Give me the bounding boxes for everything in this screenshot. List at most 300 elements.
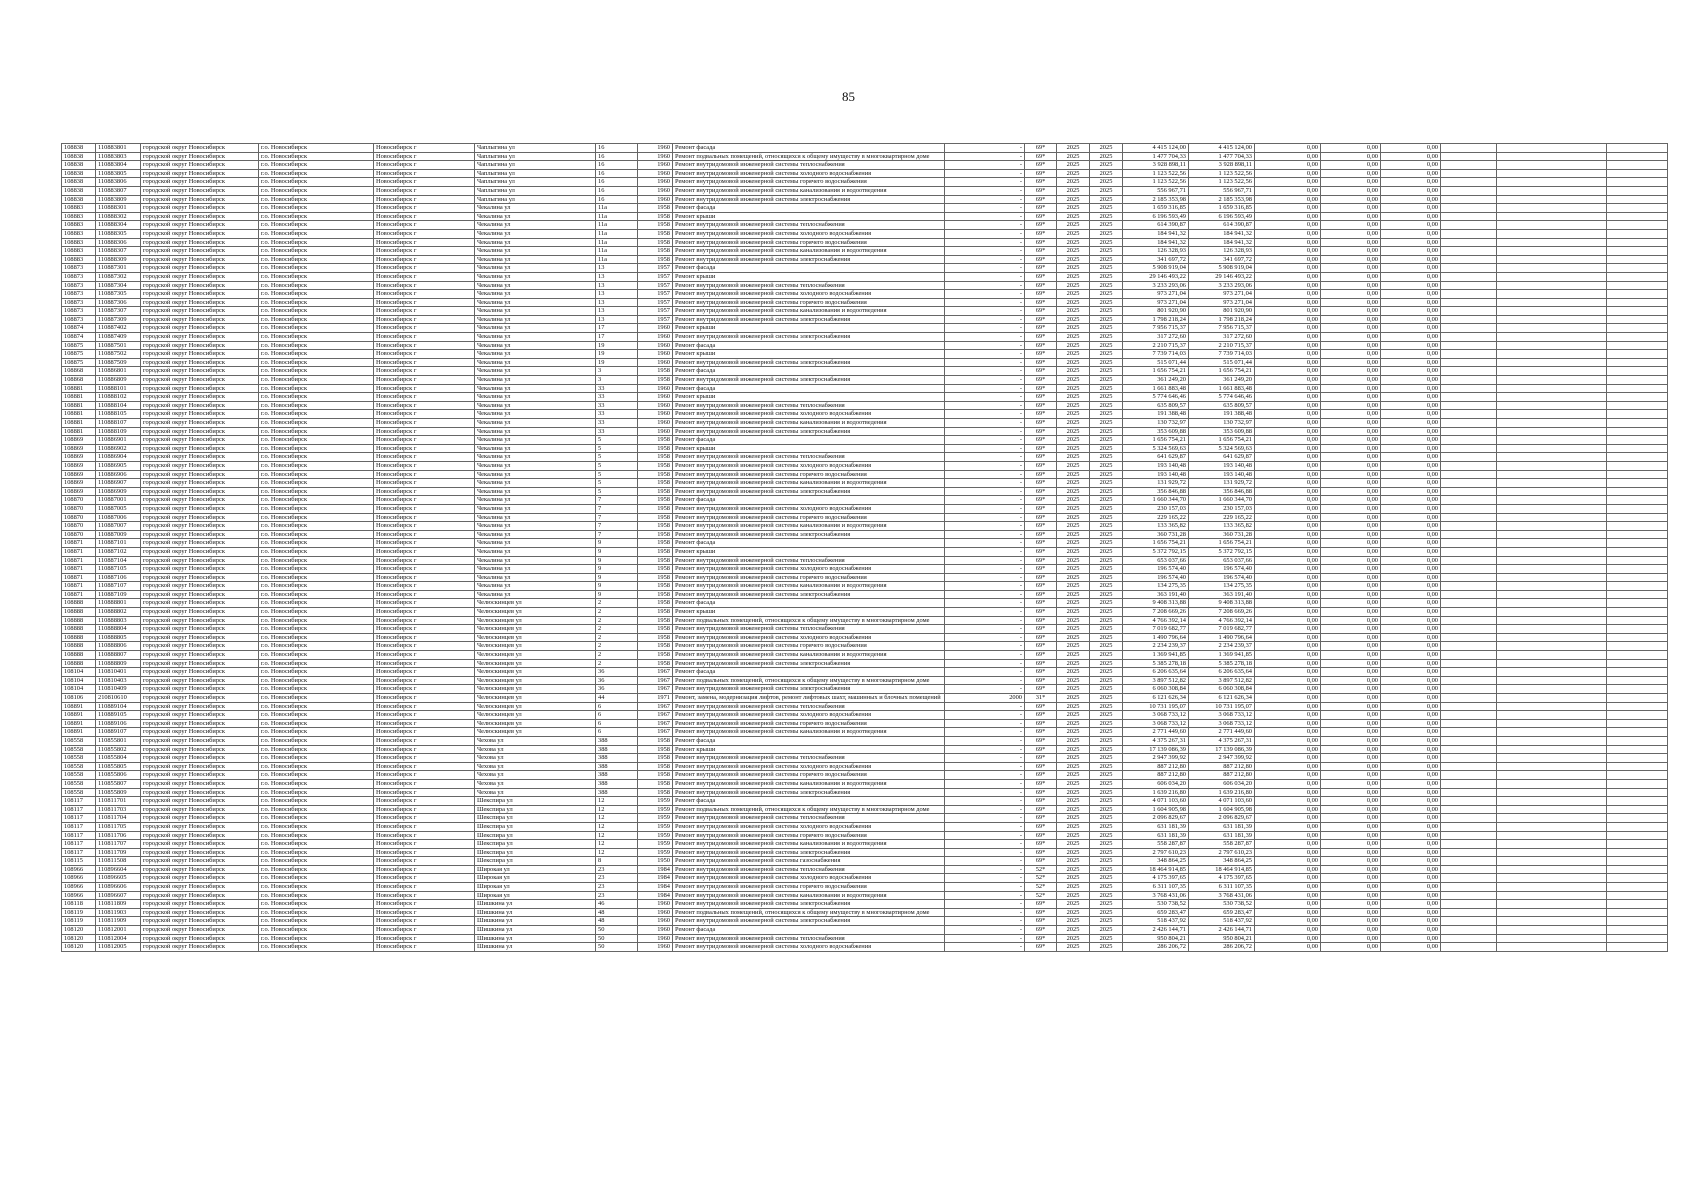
cell-empty <box>1441 195 1497 204</box>
cell-plan-year-start: 2025 <box>1057 651 1090 660</box>
cell-build-year: 1960 <box>638 341 673 350</box>
cell-budget-local: 0,00 <box>1381 436 1441 445</box>
cell-fund-cost: 6 060 308,84 <box>1189 685 1255 694</box>
cell-build-year: 1958 <box>638 221 673 230</box>
cell-work-type: Ремонт внутридомовой инженерной системы электроснабжения <box>673 427 945 436</box>
cell-locality: Новосибирск г <box>374 264 475 273</box>
cell-locality: Новосибирск г <box>374 367 475 376</box>
cell-budget-local: 0,00 <box>1381 565 1441 574</box>
cell-municipality: городской округ Новосибирск <box>141 625 259 634</box>
cell-work-type: Ремонт внутридомовой инженерной системы горячего водоснабжения <box>673 771 945 780</box>
cell-budget-federal: 0,00 <box>1255 298 1321 307</box>
cell-budget-local: 0,00 <box>1381 504 1441 513</box>
cell-house-id: 108118 <box>62 900 96 909</box>
cell-house-number: 12 <box>596 831 638 840</box>
cell-house-number: 9 <box>596 547 638 556</box>
cell-plan-year-end: 2025 <box>1090 762 1123 771</box>
cell-work-id: 110889106 <box>96 719 141 728</box>
cell-municipality: городской округ Новосибирск <box>141 745 259 754</box>
cell-house-number: 3 <box>596 367 638 376</box>
cell-settlement: г.о. Новосибирск <box>259 659 374 668</box>
cell-budget-federal: 0,00 <box>1255 290 1321 299</box>
cell-total-cost: 363 191,40 <box>1123 590 1189 599</box>
cell-locality: Новосибирск г <box>374 186 475 195</box>
cell-empty <box>1607 144 1668 153</box>
cell-empty <box>1441 625 1497 634</box>
cell-empty <box>1607 539 1668 548</box>
cell-empty <box>1441 754 1497 763</box>
cell-plan-year-end: 2025 <box>1090 212 1123 221</box>
cell-locality: Новосибирск г <box>374 943 475 952</box>
table-row <box>62 341 1668 350</box>
cell-house-id: 108871 <box>62 573 96 582</box>
cell-total-cost: 133 365,82 <box>1123 522 1189 531</box>
cell-fund-cost: 1 123 522,56 <box>1189 178 1255 187</box>
cell-house-number: 5 <box>596 470 638 479</box>
cell-total-cost: 196 574,40 <box>1123 573 1189 582</box>
cell-municipality: городской округ Новосибирск <box>141 333 259 342</box>
cell-total-cost: 556 967,71 <box>1123 186 1189 195</box>
cell-build-year: 1958 <box>638 479 673 488</box>
cell-build-year: 1959 <box>638 848 673 857</box>
cell-work-type: Ремонт внутридомовой инженерной системы электроснабжения <box>673 315 945 324</box>
cell-plan-year-end: 2025 <box>1090 281 1123 290</box>
cell-total-cost: 518 437,92 <box>1123 917 1189 926</box>
cell-lift-count: - <box>945 908 1025 917</box>
cell-house-number: 48 <box>596 917 638 926</box>
cell-total-cost: 1 369 941,85 <box>1123 651 1189 660</box>
table-row <box>62 934 1668 943</box>
cell-settlement: г.о. Новосибирск <box>259 272 374 281</box>
cell-house-id: 108873 <box>62 290 96 299</box>
cell-lift-count: - <box>945 822 1025 831</box>
cell-house-id: 108871 <box>62 539 96 548</box>
cell-budget-federal: 0,00 <box>1255 255 1321 264</box>
cell-empty <box>1441 874 1497 883</box>
cell-street: Чекалина ул <box>475 547 596 556</box>
cell-lift-count: - <box>945 874 1025 883</box>
cell-work-type: Ремонт внутридомовой инженерной системы электроснабжения <box>673 358 945 367</box>
cell-house-id: 108871 <box>62 590 96 599</box>
cell-locality: Новосибирск г <box>374 625 475 634</box>
cell-empty <box>1607 419 1668 428</box>
cell-build-year: 1958 <box>638 659 673 668</box>
cell-build-year: 1958 <box>638 470 673 479</box>
cell-locality: Новосибирск г <box>374 212 475 221</box>
cell-work-id: 110886907 <box>96 479 141 488</box>
cell-locality: Новосибирск г <box>374 376 475 385</box>
cell-fund-cost: 286 206,72 <box>1189 943 1255 952</box>
cell-municipality: городской округ Новосибирск <box>141 573 259 582</box>
cell-settlement: г.о. Новосибирск <box>259 917 374 926</box>
cell-house-number: 33 <box>596 401 638 410</box>
cell-budget-federal: 0,00 <box>1255 917 1321 926</box>
cell-total-cost: 1 123 522,56 <box>1123 178 1189 187</box>
cell-street: Чекалина ул <box>475 393 596 402</box>
cell-empty <box>1607 754 1668 763</box>
table-row <box>62 797 1668 806</box>
cell-work-id: 110886809 <box>96 376 141 385</box>
cell-budget-regional: 0,00 <box>1321 522 1381 531</box>
cell-empty <box>1497 814 1607 823</box>
cell-fund-cost: 2 234 239,37 <box>1189 642 1255 651</box>
cell-plan-year-start: 2025 <box>1057 805 1090 814</box>
cell-fund-cost: 1 798 218,24 <box>1189 315 1255 324</box>
cell-build-year: 1960 <box>638 195 673 204</box>
cell-plan-year-start: 2025 <box>1057 229 1090 238</box>
cell-fund-cost: 2 185 353,98 <box>1189 195 1255 204</box>
cell-wear-percent: 69* <box>1025 668 1057 677</box>
cell-budget-federal: 0,00 <box>1255 745 1321 754</box>
cell-lift-count: - <box>945 470 1025 479</box>
cell-lift-count: - <box>945 479 1025 488</box>
cell-house-id: 108115 <box>62 857 96 866</box>
cell-work-type: Ремонт внутридомовой инженерной системы теплоснабжения <box>673 161 945 170</box>
cell-fund-cost: 1 656 754,21 <box>1189 539 1255 548</box>
cell-municipality: городской округ Новосибирск <box>141 247 259 256</box>
cell-total-cost: 887 212,80 <box>1123 771 1189 780</box>
cell-empty <box>1607 298 1668 307</box>
cell-empty <box>1607 883 1668 892</box>
cell-budget-local: 0,00 <box>1381 719 1441 728</box>
cell-empty <box>1497 608 1607 617</box>
cell-municipality: городской округ Новосибирск <box>141 651 259 660</box>
cell-fund-cost: 4 375 267,31 <box>1189 736 1255 745</box>
cell-budget-federal: 0,00 <box>1255 427 1321 436</box>
cell-lift-count: - <box>945 358 1025 367</box>
cell-budget-federal: 0,00 <box>1255 169 1321 178</box>
cell-budget-federal: 0,00 <box>1255 281 1321 290</box>
cell-budget-regional: 0,00 <box>1321 565 1381 574</box>
cell-house-number: 23 <box>596 874 638 883</box>
cell-empty <box>1441 221 1497 230</box>
cell-wear-percent: 69* <box>1025 178 1057 187</box>
cell-lift-count: - <box>945 831 1025 840</box>
cell-budget-regional: 0,00 <box>1321 204 1381 213</box>
cell-house-number: 2 <box>596 651 638 660</box>
cell-house-number: 5 <box>596 461 638 470</box>
cell-plan-year-start: 2025 <box>1057 702 1090 711</box>
cell-empty <box>1441 685 1497 694</box>
cell-empty <box>1497 651 1607 660</box>
cell-wear-percent: 69* <box>1025 444 1057 453</box>
cell-empty <box>1607 874 1668 883</box>
cell-plan-year-end: 2025 <box>1090 393 1123 402</box>
cell-empty <box>1497 522 1607 531</box>
cell-lift-count: - <box>945 728 1025 737</box>
cell-plan-year-start: 2025 <box>1057 857 1090 866</box>
cell-plan-year-start: 2025 <box>1057 865 1090 874</box>
cell-empty <box>1497 419 1607 428</box>
cell-street: Широкая ул <box>475 891 596 900</box>
cell-empty <box>1607 608 1668 617</box>
cell-work-id: 110896604 <box>96 865 141 874</box>
cell-total-cost: 134 275,35 <box>1123 582 1189 591</box>
cell-municipality: городской округ Новосибирск <box>141 358 259 367</box>
cell-build-year: 1958 <box>638 599 673 608</box>
cell-budget-regional: 0,00 <box>1321 814 1381 823</box>
cell-work-id: 110888101 <box>96 384 141 393</box>
cell-wear-percent: 69* <box>1025 943 1057 952</box>
cell-plan-year-start: 2025 <box>1057 616 1090 625</box>
cell-budget-local: 0,00 <box>1381 616 1441 625</box>
cell-total-cost: 7 739 714,03 <box>1123 350 1189 359</box>
cell-locality: Новосибирск г <box>374 290 475 299</box>
cell-house-number: 12 <box>596 848 638 857</box>
cell-settlement: г.о. Новосибирск <box>259 719 374 728</box>
cell-budget-federal: 0,00 <box>1255 934 1321 943</box>
cell-locality: Новосибирск г <box>374 805 475 814</box>
cell-municipality: городской округ Новосибирск <box>141 496 259 505</box>
cell-house-id: 108838 <box>62 169 96 178</box>
cell-work-id: 110811701 <box>96 797 141 806</box>
cell-municipality: городской округ Новосибирск <box>141 393 259 402</box>
table-row <box>62 840 1668 849</box>
cell-lift-count: - <box>945 608 1025 617</box>
cell-empty <box>1497 358 1607 367</box>
cell-wear-percent: 69* <box>1025 513 1057 522</box>
cell-plan-year-end: 2025 <box>1090 694 1123 703</box>
cell-work-id: 110883807 <box>96 186 141 195</box>
cell-total-cost: 2 185 353,98 <box>1123 195 1189 204</box>
cell-plan-year-start: 2025 <box>1057 762 1090 771</box>
table-body <box>62 144 1668 952</box>
cell-house-id: 108891 <box>62 711 96 720</box>
cell-street: Челюскинцев ул <box>475 642 596 651</box>
table-row <box>62 694 1668 703</box>
table-row <box>62 152 1668 161</box>
cell-street: Челюскинцев ул <box>475 702 596 711</box>
cell-empty <box>1441 152 1497 161</box>
cell-plan-year-start: 2025 <box>1057 900 1090 909</box>
cell-lift-count: - <box>945 719 1025 728</box>
cell-empty <box>1441 255 1497 264</box>
cell-lift-count: - <box>945 401 1025 410</box>
cell-wear-percent: 69* <box>1025 771 1057 780</box>
cell-wear-percent: 69* <box>1025 307 1057 316</box>
cell-total-cost: 5 372 792,15 <box>1123 547 1189 556</box>
cell-budget-federal: 0,00 <box>1255 152 1321 161</box>
cell-budget-local: 0,00 <box>1381 934 1441 943</box>
cell-plan-year-start: 2025 <box>1057 367 1090 376</box>
cell-budget-federal: 0,00 <box>1255 805 1321 814</box>
cell-budget-federal: 0,00 <box>1255 685 1321 694</box>
cell-budget-regional: 0,00 <box>1321 788 1381 797</box>
table-row <box>62 307 1668 316</box>
cell-house-number: 36 <box>596 676 638 685</box>
cell-budget-regional: 0,00 <box>1321 599 1381 608</box>
cell-budget-regional: 0,00 <box>1321 539 1381 548</box>
cell-street: Чекалина ул <box>475 513 596 522</box>
cell-budget-federal: 0,00 <box>1255 865 1321 874</box>
cell-empty <box>1441 229 1497 238</box>
cell-municipality: городской округ Новосибирск <box>141 341 259 350</box>
cell-budget-federal: 0,00 <box>1255 908 1321 917</box>
cell-municipality: городской округ Новосибирск <box>141 840 259 849</box>
cell-house-id: 108838 <box>62 144 96 153</box>
cell-work-type: Ремонт фасада <box>673 797 945 806</box>
cell-budget-regional: 0,00 <box>1321 573 1381 582</box>
cell-work-id: 110896607 <box>96 891 141 900</box>
cell-house-number: 48 <box>596 908 638 917</box>
cell-budget-local: 0,00 <box>1381 582 1441 591</box>
cell-total-cost: 7 956 715,37 <box>1123 324 1189 333</box>
cell-wear-percent: 69* <box>1025 659 1057 668</box>
cell-build-year: 1958 <box>638 204 673 213</box>
cell-fund-cost: 3 068 733,12 <box>1189 719 1255 728</box>
cell-house-number: 19 <box>596 358 638 367</box>
cell-plan-year-end: 2025 <box>1090 144 1123 153</box>
cell-budget-local: 0,00 <box>1381 384 1441 393</box>
cell-house-id: 108874 <box>62 333 96 342</box>
cell-total-cost: 7 019 682,77 <box>1123 625 1189 634</box>
cell-house-number: 9 <box>596 565 638 574</box>
cell-empty <box>1607 599 1668 608</box>
cell-budget-local: 0,00 <box>1381 891 1441 900</box>
cell-budget-federal: 0,00 <box>1255 436 1321 445</box>
cell-total-cost: 659 283,47 <box>1123 908 1189 917</box>
cell-work-id: 110810409 <box>96 685 141 694</box>
cell-empty <box>1441 616 1497 625</box>
cell-street: Челюскинцев ул <box>475 608 596 617</box>
cell-empty <box>1497 883 1607 892</box>
cell-house-number: 2 <box>596 616 638 625</box>
cell-empty <box>1607 272 1668 281</box>
cell-house-id: 108104 <box>62 685 96 694</box>
table-row <box>62 762 1668 771</box>
cell-street: Чаплыгина ул <box>475 178 596 187</box>
cell-empty <box>1497 659 1607 668</box>
cell-work-id: 110811703 <box>96 805 141 814</box>
cell-fund-cost: 131 929,72 <box>1189 479 1255 488</box>
cell-budget-regional: 0,00 <box>1321 358 1381 367</box>
cell-build-year: 1960 <box>638 384 673 393</box>
cell-work-id: 110812005 <box>96 943 141 952</box>
cell-budget-local: 0,00 <box>1381 754 1441 763</box>
cell-street: Чекалина ул <box>475 324 596 333</box>
cell-house-number: 6 <box>596 728 638 737</box>
cell-lift-count: - <box>945 144 1025 153</box>
cell-build-year: 1958 <box>638 788 673 797</box>
table-row <box>62 221 1668 230</box>
table-row <box>62 659 1668 668</box>
cell-plan-year-end: 2025 <box>1090 771 1123 780</box>
cell-work-type: Ремонт внутридомовой инженерной системы электроснабжения <box>673 590 945 599</box>
cell-wear-percent: 69* <box>1025 419 1057 428</box>
cell-work-id: 110855806 <box>96 771 141 780</box>
cell-budget-federal: 0,00 <box>1255 350 1321 359</box>
cell-budget-federal: 0,00 <box>1255 144 1321 153</box>
cell-work-type: Ремонт фасада <box>673 204 945 213</box>
table-row <box>62 178 1668 187</box>
cell-fund-cost: 2 797 610,23 <box>1189 848 1255 857</box>
cell-settlement: г.о. Новосибирск <box>259 754 374 763</box>
cell-total-cost: 887 212,80 <box>1123 762 1189 771</box>
cell-house-number: 16 <box>596 169 638 178</box>
cell-plan-year-end: 2025 <box>1090 676 1123 685</box>
cell-street: Чекалина ул <box>475 496 596 505</box>
cell-budget-regional: 0,00 <box>1321 229 1381 238</box>
cell-fund-cost: 29 146 493,22 <box>1189 272 1255 281</box>
cell-work-id: 110887409 <box>96 333 141 342</box>
cell-locality: Новосибирск г <box>374 195 475 204</box>
cell-work-type: Ремонт внутридомовой инженерной системы теплоснабжения <box>673 625 945 634</box>
cell-lift-count: - <box>945 281 1025 290</box>
cell-work-id: 110888107 <box>96 419 141 428</box>
cell-settlement: г.о. Новосибирск <box>259 419 374 428</box>
cell-locality: Новосибирск г <box>374 144 475 153</box>
cell-work-id: 110886901 <box>96 436 141 445</box>
cell-municipality: городской округ Новосибирск <box>141 530 259 539</box>
cell-build-year: 1958 <box>638 771 673 780</box>
cell-street: Чекалина ул <box>475 539 596 548</box>
cell-locality: Новосибирск г <box>374 659 475 668</box>
cell-municipality: городской округ Новосибирск <box>141 762 259 771</box>
cell-fund-cost: 184 941,32 <box>1189 229 1255 238</box>
cell-street: Челюскинцев ул <box>475 668 596 677</box>
cell-work-id: 110855807 <box>96 779 141 788</box>
cell-build-year: 1960 <box>638 427 673 436</box>
cell-build-year: 1958 <box>638 238 673 247</box>
cell-house-number: 2 <box>596 659 638 668</box>
cell-wear-percent: 69* <box>1025 642 1057 651</box>
cell-budget-regional: 0,00 <box>1321 865 1381 874</box>
cell-street: Чекалина ул <box>475 255 596 264</box>
cell-plan-year-end: 2025 <box>1090 556 1123 565</box>
cell-plan-year-start: 2025 <box>1057 771 1090 780</box>
cell-empty <box>1497 573 1607 582</box>
cell-fund-cost: 360 731,28 <box>1189 530 1255 539</box>
cell-work-id: 110855802 <box>96 745 141 754</box>
table-row <box>62 926 1668 935</box>
cell-work-id: 110887001 <box>96 496 141 505</box>
cell-work-type: Ремонт крыши <box>673 350 945 359</box>
cell-empty <box>1441 694 1497 703</box>
cell-wear-percent: 69* <box>1025 281 1057 290</box>
cell-settlement: г.о. Новосибирск <box>259 161 374 170</box>
cell-fund-cost: 556 967,71 <box>1189 186 1255 195</box>
cell-work-id: 110887006 <box>96 513 141 522</box>
cell-empty <box>1497 427 1607 436</box>
cell-empty <box>1607 350 1668 359</box>
cell-total-cost: 4 415 124,00 <box>1123 144 1189 153</box>
cell-settlement: г.о. Новосибирск <box>259 247 374 256</box>
cell-wear-percent: 69* <box>1025 805 1057 814</box>
cell-empty <box>1441 599 1497 608</box>
cell-empty <box>1607 324 1668 333</box>
cell-wear-percent: 69* <box>1025 522 1057 531</box>
cell-empty <box>1497 616 1607 625</box>
cell-work-type: Ремонт крыши <box>673 608 945 617</box>
cell-fund-cost: 1 477 704,33 <box>1189 152 1255 161</box>
table-row <box>62 513 1668 522</box>
cell-street: Чекалина ул <box>475 367 596 376</box>
cell-empty <box>1441 857 1497 866</box>
cell-build-year: 1958 <box>638 754 673 763</box>
cell-fund-cost: 530 738,52 <box>1189 900 1255 909</box>
cell-work-id: 110886801 <box>96 367 141 376</box>
cell-wear-percent: 69* <box>1025 754 1057 763</box>
cell-fund-cost: 887 212,80 <box>1189 762 1255 771</box>
cell-empty <box>1607 221 1668 230</box>
cell-build-year: 1958 <box>638 590 673 599</box>
cell-street: Чекалина ул <box>475 470 596 479</box>
cell-empty <box>1497 779 1607 788</box>
cell-plan-year-end: 2025 <box>1090 582 1123 591</box>
cell-empty <box>1441 908 1497 917</box>
cell-work-id: 110811706 <box>96 831 141 840</box>
cell-budget-federal: 0,00 <box>1255 848 1321 857</box>
